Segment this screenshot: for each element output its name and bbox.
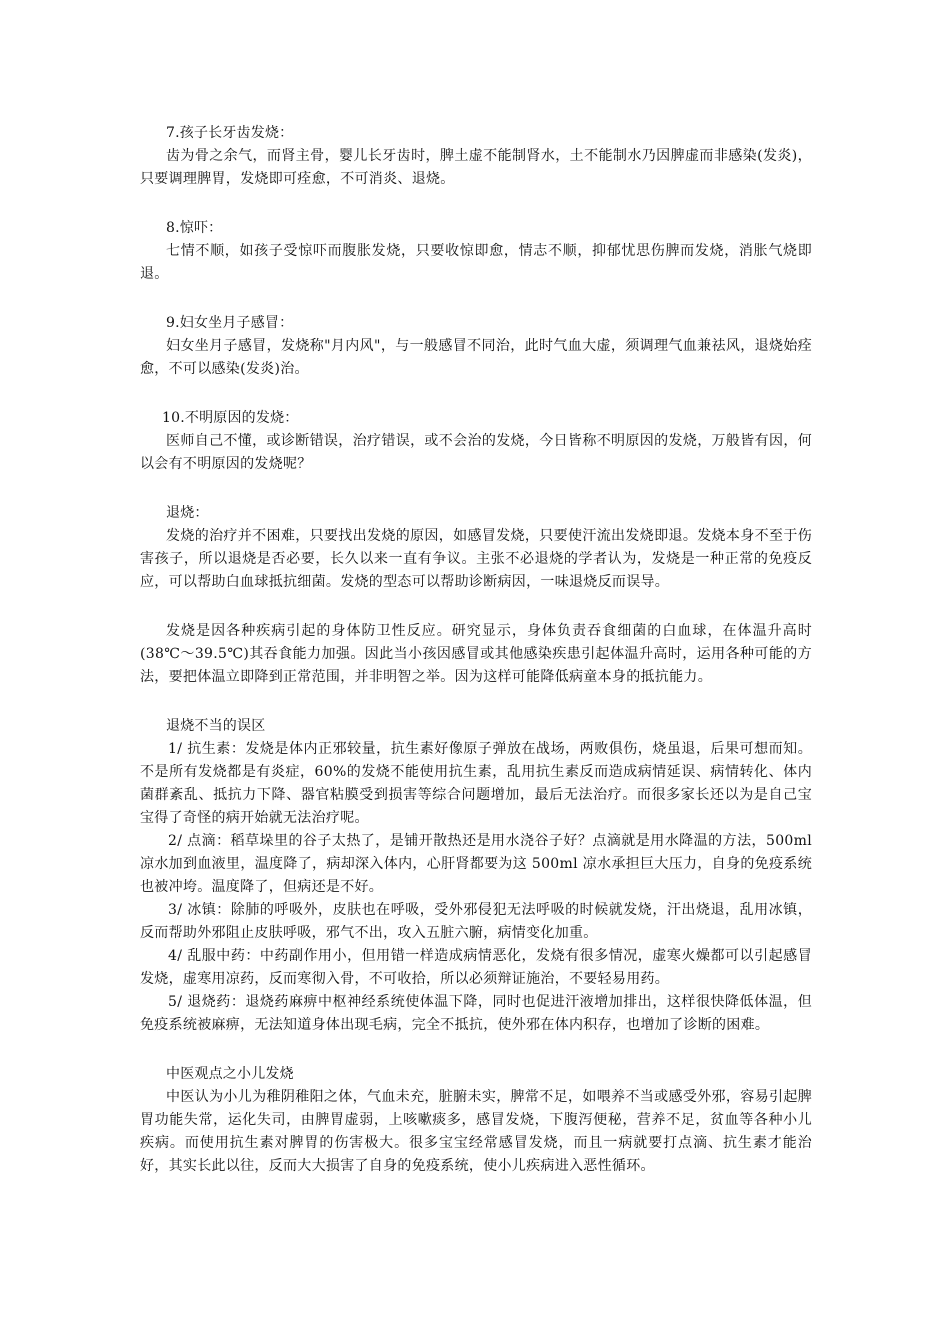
section-heading: 10.不明原因的发烧： — [162, 410, 299, 426]
section-heading: 中医观点之小儿发烧 — [166, 1066, 294, 1082]
section-fright — [140, 217, 812, 286]
document-page — [140, 122, 812, 1204]
section-heading: 8.惊吓： — [166, 220, 223, 236]
section-heading: 9.妇女坐月子感冒： — [166, 315, 294, 331]
section-paragraph: 发烧的治疗并不困难，只要找出发烧的原因，如感冒发烧，只要使汗流出发烧即退。发烧本身不至于伤害孩子，所以退烧是否必要，长久以来一直有争议。主张不必退烧的学者认为，发烧是一种正常的免疫反应，可以帮助白血球抵抗细菌。发烧的型态可以帮助诊断病因，一味退烧反而误导。 — [140, 528, 812, 590]
list-item: 2/ 点滴：稻草垛里的谷子太热了，是铺开散热还是用水浇谷子好？点滴就是用水降温的方法，500ml 凉水加到血液里，温度降了，病却深入体内，心肝肾都要为这 500ml 凉水承担巨大压力，自身的免疫系统也被冲垮。温度降了，但病还是不好。 — [140, 833, 812, 895]
section-paragraph: 发烧是因各种疾病引起的身体防卫性反应。研究显示，身体负责吞食细菌的白血球，在体温升高时(38℃～39.5℃)其吞食能力加强。因此当小孩因感冒或其他感染疾患引起体温升高时，运用各种可能的方法，要把体温立即降到正常范围，并非明智之举。因为这样可能降低病童本身的抵抗能力。 — [140, 623, 812, 685]
section-paragraph: 医师自己不懂，或诊断错误，治疗错误，或不会治的发烧，今日皆称不明原因的发烧，万般皆有因，何以会有不明原因的发烧呢？ — [140, 433, 812, 472]
list-item: 1/ 抗生素：发烧是体内正邪较量，抗生素好像原子弹放在战场，两败俱伤，烧虽退，后果可想而知。不是所有发烧都是有炎症，60%的发烧不能使用抗生素，乱用抗生素反而造成病情延误、病情转化、体内菌群紊乱、抵抗力下降、器官粘膜受到损害等综合问题增加，最后无法治疗。而很多家长还以为是自己宝宝得了奇怪的病开始就无法治疗呢。 — [140, 741, 812, 826]
section-tcm-view — [140, 1063, 812, 1178]
list-item: 4/ 乱服中药：中药副作用小，但用错一样造成病情恶化，发烧有很多情况，虚寒火燥都可以引起感冒发烧，虚寒用凉药，反而寒彻入骨，不可收拾，所以必须辩证施治，不要轻易用药。 — [140, 948, 812, 987]
section-paragraph: 齿为骨之余气，而肾主骨，婴儿长牙齿时，脾土虚不能制肾水，土不能制水乃因脾虚而非感染(发炎)，只要调理脾胃，发烧即可痊愈，不可消炎、退烧。 — [140, 148, 812, 187]
list-item: 3/ 冰镇：除肺的呼吸外，皮肤也在呼吸，受外邪侵犯无法呼吸的时候就发烧，汗出烧退，乱用冰镇，反而帮助外邪阻止皮肤呼吸，邪气不出，攻入五脏六腑，病情变化加重。 — [140, 902, 812, 941]
section-paragraph: 七情不顺，如孩子受惊吓而腹胀发烧，只要收惊即愈，情志不顺，抑郁忧思伤脾而发烧，消胀气烧即退。 — [140, 243, 812, 282]
section-heading: 退烧不当的误区 — [166, 718, 266, 734]
section-teething-fever — [140, 122, 812, 191]
section-fever-reduction — [140, 502, 812, 594]
section-paragraph: 妇女坐月子感冒，发烧称"月内风"，与一般感冒不同治，此时气血大虚，须调理气血兼祛风，退烧始痊愈，不可以感染(发炎)治。 — [140, 338, 812, 377]
section-heading: 退烧： — [166, 505, 209, 521]
section-unknown-fever — [140, 407, 812, 476]
section-misconceptions — [140, 715, 812, 1037]
list-item: 5/ 退烧药：退烧药麻痹中枢神经系统使体温下降，同时也促进汗液增加排出，这样很快降低体温，但免疫系统被麻痹，无法知道身体出现毛病，完全不抵抗，使外邪在体内积存，也增加了诊断的困难。 — [140, 994, 812, 1033]
section-heading: 7.孩子长牙齿发烧： — [166, 125, 294, 141]
section-paragraph: 中医认为小儿为稚阴稚阳之体，气血未充，脏腑未实，脾常不足，如喂养不当或感受外邪，容易引起脾胃功能失常，运化失司，由脾胃虚弱，上咳嗽痰多，感冒发烧，下腹泻便秘，营养不足，贫血等各种小儿疾病。而使用抗生素对脾胃的伤害极大。很多宝宝经常感冒发烧，而且一病就要打点滴、抗生素才能治好，其实长此以往，反而大大损害了自身的免疫系统，使小儿疾病进入恶性循环。 — [140, 1089, 812, 1174]
section-defensive-reaction — [140, 620, 812, 689]
section-postpartum-cold — [140, 312, 812, 381]
